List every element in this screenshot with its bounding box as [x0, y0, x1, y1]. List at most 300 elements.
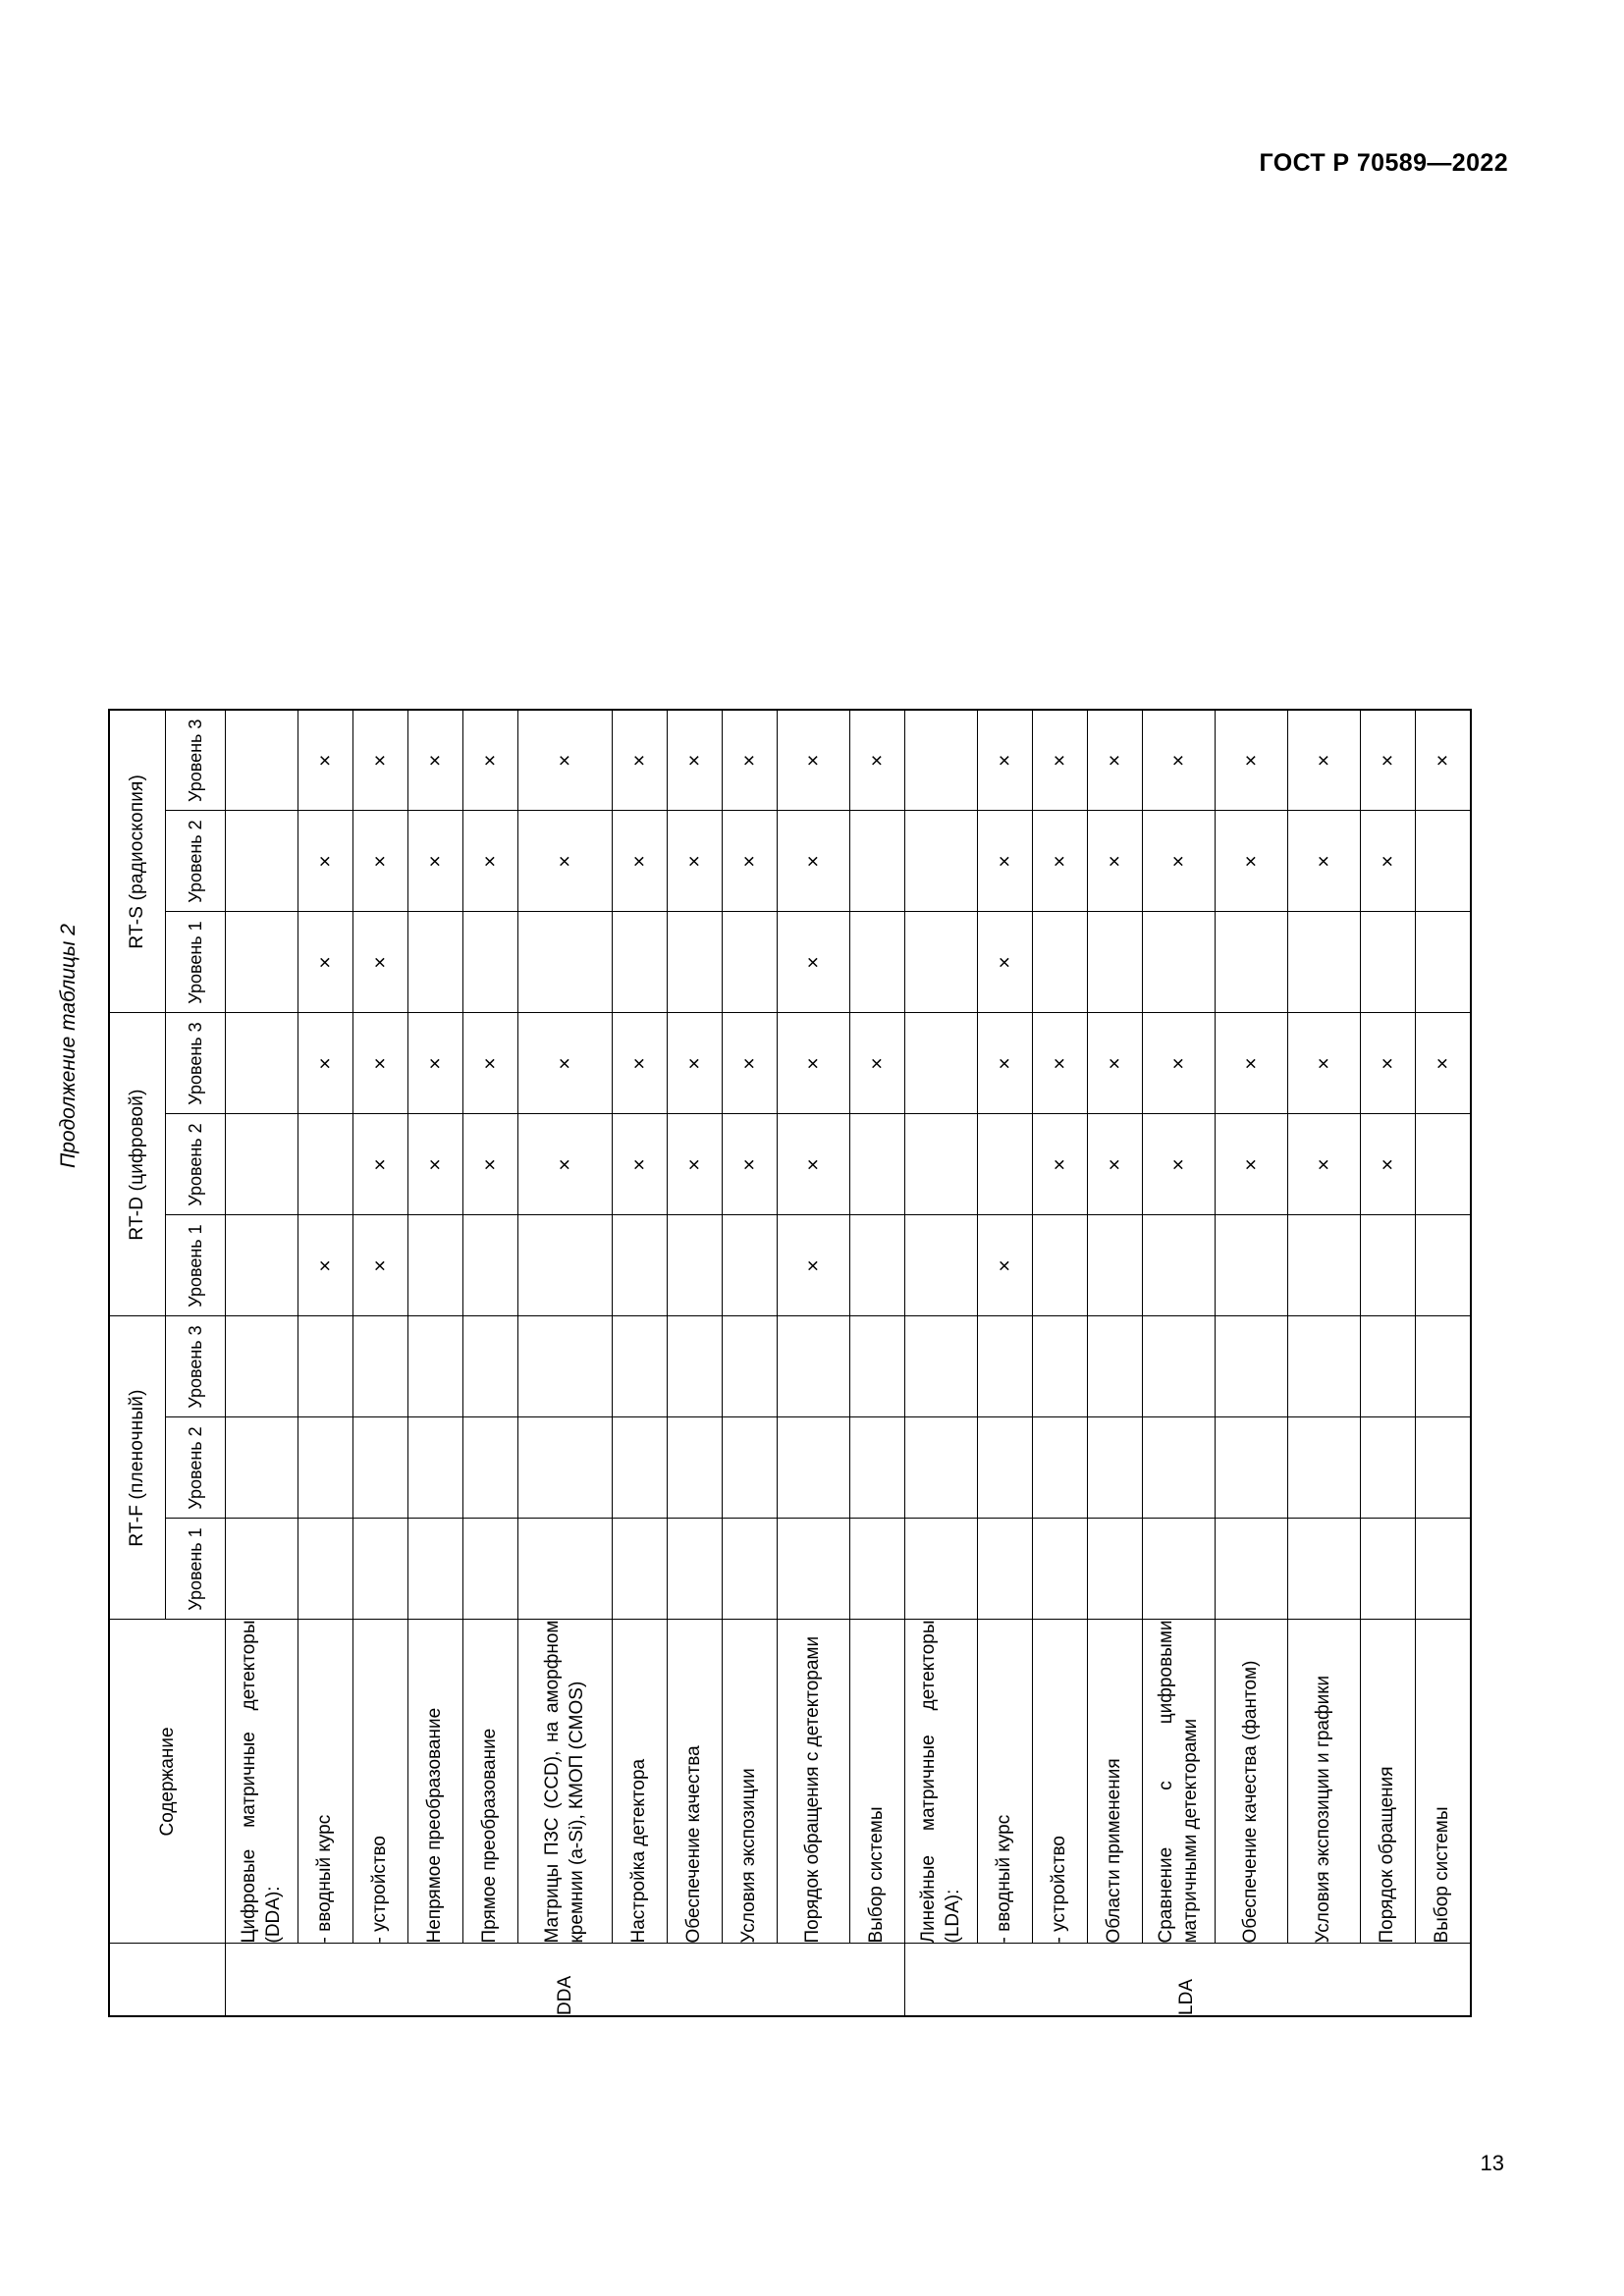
mark-cell [723, 912, 778, 1013]
mark-cell [850, 1114, 905, 1215]
mark-cell [226, 1417, 298, 1519]
mark-cell [1088, 1114, 1143, 1215]
mark-cell [850, 912, 905, 1013]
table-row [518, 710, 613, 2016]
check-mark-icon: × [369, 1057, 392, 1070]
mark-cell [353, 1417, 408, 1519]
check-mark-icon: × [1313, 855, 1335, 868]
table-row [1143, 710, 1216, 2016]
content-cell: Порядок обращения [1361, 1620, 1416, 1944]
mark-cell [723, 811, 778, 912]
mark-cell [408, 912, 463, 1013]
mark-cell [978, 811, 1033, 912]
table-row [226, 710, 298, 2016]
check-mark-icon: × [1313, 1057, 1335, 1070]
content-cell: Выбор системы [850, 1620, 905, 1944]
check-mark-icon: × [683, 855, 706, 868]
mark-cell [463, 1013, 518, 1114]
mark-cell [850, 1519, 905, 1620]
mark-cell [1416, 1316, 1471, 1417]
mark-cell [353, 1114, 408, 1215]
mark-cell [1033, 1114, 1088, 1215]
mark-cell [1033, 710, 1088, 811]
check-mark-icon: × [1167, 1057, 1190, 1070]
mark-cell [463, 912, 518, 1013]
mark-cell [905, 1417, 978, 1519]
mark-cell [1361, 1114, 1416, 1215]
mark-cell [978, 912, 1033, 1013]
mark-cell [905, 1013, 978, 1114]
mark-cell [353, 912, 408, 1013]
group-header-rt-d: RT-D (цифровой) [109, 1013, 166, 1316]
mark-cell [723, 1417, 778, 1519]
check-mark-icon: × [1167, 855, 1190, 868]
check-mark-icon: × [314, 855, 337, 868]
check-mark-icon: × [479, 855, 502, 868]
check-mark-icon: × [479, 1057, 502, 1070]
mark-cell [850, 1215, 905, 1316]
mark-cell [226, 1013, 298, 1114]
check-mark-icon: × [683, 754, 706, 767]
mark-cell [408, 1114, 463, 1215]
table-head [109, 710, 226, 2016]
mark-cell [1288, 1114, 1361, 1215]
section-code-cell: DDA [226, 1944, 905, 2016]
check-mark-icon: × [1377, 1057, 1399, 1070]
mark-cell [1216, 1114, 1288, 1215]
mark-cell [850, 710, 905, 811]
check-mark-icon: × [802, 1057, 825, 1070]
mark-cell [778, 811, 850, 912]
mark-cell [1288, 1417, 1361, 1519]
mark-cell [408, 710, 463, 811]
page-number: 13 [1480, 2151, 1504, 2175]
mark-cell [226, 1114, 298, 1215]
mark-cell [668, 1417, 723, 1519]
content-cell: Линейные матричные детекторы (LDA): [905, 1620, 978, 1944]
mark-cell [1416, 1215, 1471, 1316]
check-mark-icon: × [802, 1259, 825, 1272]
mark-cell [1361, 1013, 1416, 1114]
mark-cell [905, 1114, 978, 1215]
mark-cell [723, 1316, 778, 1417]
mark-cell [353, 1316, 408, 1417]
mark-cell [408, 1013, 463, 1114]
table-row [723, 710, 778, 2016]
check-mark-icon: × [1049, 1057, 1071, 1070]
mark-cell [353, 1215, 408, 1316]
mark-cell [1088, 1519, 1143, 1620]
mark-cell [226, 811, 298, 912]
mark-cell [1143, 1013, 1216, 1114]
mark-cell [1033, 1519, 1088, 1620]
check-mark-icon: × [554, 855, 576, 868]
mark-cell [1288, 1215, 1361, 1316]
mark-cell [613, 710, 668, 811]
table-row [613, 710, 668, 2016]
content-cell: - устройство [353, 1620, 408, 1944]
mark-cell [778, 1519, 850, 1620]
check-mark-icon: × [683, 1158, 706, 1171]
check-mark-icon: × [424, 855, 447, 868]
table-row [298, 710, 353, 2016]
standard-table [108, 709, 1472, 2017]
mark-cell [668, 811, 723, 912]
check-mark-icon: × [738, 754, 761, 767]
table-row [1361, 710, 1416, 2016]
mark-cell [353, 1519, 408, 1620]
check-mark-icon: × [738, 855, 761, 868]
page-header-standard-number: ГОСТ Р 70589—2022 [1259, 149, 1508, 177]
mark-cell [226, 1316, 298, 1417]
mark-cell [613, 1114, 668, 1215]
table-body [226, 710, 1471, 2016]
content-cell: Сравнение с цифровыми матричными детекторами [1143, 1620, 1216, 1944]
content-cell: Обеспечение качества [668, 1620, 723, 1944]
check-mark-icon: × [314, 1259, 337, 1272]
mark-cell [518, 1417, 613, 1519]
mark-cell [778, 1417, 850, 1519]
mark-cell [613, 1316, 668, 1417]
table-row [1416, 710, 1471, 2016]
mark-cell [778, 1114, 850, 1215]
mark-cell [613, 1013, 668, 1114]
level-header-rts-1: Уровень 1 [166, 912, 226, 1013]
level-header-rtd-3: Уровень 3 [166, 1013, 226, 1114]
mark-cell [723, 710, 778, 811]
check-mark-icon: × [1431, 1057, 1454, 1070]
check-mark-icon: × [1240, 1158, 1263, 1171]
mark-cell [1288, 1519, 1361, 1620]
mark-cell [668, 710, 723, 811]
mark-cell [850, 1013, 905, 1114]
check-mark-icon: × [994, 956, 1016, 969]
check-mark-icon: × [628, 1057, 651, 1070]
table-row [978, 710, 1033, 2016]
mark-cell [1288, 912, 1361, 1013]
level-header-rtd-1: Уровень 1 [166, 1215, 226, 1316]
mark-cell [298, 1013, 353, 1114]
mark-cell [723, 1114, 778, 1215]
mark-cell [298, 710, 353, 811]
content-cell: Порядок обращения с детекторами [778, 1620, 850, 1944]
mark-cell [1088, 710, 1143, 811]
check-mark-icon: × [369, 754, 392, 767]
check-mark-icon: × [1049, 855, 1071, 868]
check-mark-icon: × [1049, 754, 1071, 767]
table-row [1088, 710, 1143, 2016]
check-mark-icon: × [1313, 754, 1335, 767]
mark-cell [905, 710, 978, 811]
mark-cell [978, 1519, 1033, 1620]
check-mark-icon: × [1104, 754, 1126, 767]
content-cell: Прямое преобразование [463, 1620, 518, 1944]
check-mark-icon: × [1377, 855, 1399, 868]
level-header-rtd-2: Уровень 2 [166, 1114, 226, 1215]
mark-cell [353, 1013, 408, 1114]
mark-cell [668, 1519, 723, 1620]
mark-cell [1143, 1316, 1216, 1417]
mark-cell [668, 912, 723, 1013]
mark-cell [1288, 811, 1361, 912]
mark-cell [1088, 1316, 1143, 1417]
content-cell: - вводный курс [298, 1620, 353, 1944]
content-cell: Цифровые матричные детекторы (DDA): [226, 1620, 298, 1944]
mark-cell [850, 1316, 905, 1417]
mark-cell [463, 1417, 518, 1519]
mark-cell [518, 912, 613, 1013]
group-header-rt-f: RT-F (пленочный) [109, 1316, 166, 1620]
mark-cell [463, 710, 518, 811]
level-header-rts-2: Уровень 2 [166, 811, 226, 912]
mark-cell [298, 1215, 353, 1316]
mark-cell [1416, 811, 1471, 912]
mark-cell [1361, 1215, 1416, 1316]
mark-cell [1361, 1417, 1416, 1519]
mark-cell [1416, 1013, 1471, 1114]
check-mark-icon: × [683, 1057, 706, 1070]
mark-cell [1416, 710, 1471, 811]
mark-cell [905, 1519, 978, 1620]
mark-cell [978, 1316, 1033, 1417]
table-row [463, 710, 518, 2016]
mark-cell [518, 1114, 613, 1215]
check-mark-icon: × [802, 956, 825, 969]
mark-cell [778, 710, 850, 811]
mark-cell [463, 1519, 518, 1620]
mark-cell [1361, 1519, 1416, 1620]
mark-cell [1033, 1417, 1088, 1519]
mark-cell [408, 1417, 463, 1519]
mark-cell [778, 1013, 850, 1114]
table-row [1216, 710, 1288, 2016]
mark-cell [1143, 1417, 1216, 1519]
check-mark-icon: × [554, 754, 576, 767]
mark-cell [463, 811, 518, 912]
check-mark-icon: × [424, 1057, 447, 1070]
rotated-table-wrapper [108, 709, 1472, 2017]
mark-cell [408, 1215, 463, 1316]
mark-cell [1361, 912, 1416, 1013]
mark-cell [778, 1215, 850, 1316]
mark-cell [226, 710, 298, 811]
mark-cell [1361, 1316, 1416, 1417]
mark-cell [905, 811, 978, 912]
mark-cell [408, 811, 463, 912]
mark-cell [1361, 811, 1416, 912]
check-mark-icon: × [866, 1057, 889, 1070]
mark-cell [463, 1215, 518, 1316]
mark-cell [905, 1215, 978, 1316]
table-row [850, 710, 905, 2016]
check-mark-icon: × [424, 754, 447, 767]
check-mark-icon: × [628, 1158, 651, 1171]
mark-cell [518, 1013, 613, 1114]
mark-cell [518, 811, 613, 912]
section-code-cell: LDA [905, 1944, 1471, 2016]
mark-cell [850, 811, 905, 912]
mark-cell [1033, 912, 1088, 1013]
content-cell: Области применения [1088, 1620, 1143, 1944]
content-cell: Непрямое преобразование [408, 1620, 463, 1944]
table-row [668, 710, 723, 2016]
mark-cell [298, 811, 353, 912]
mark-cell [298, 1519, 353, 1620]
check-mark-icon: × [554, 1057, 576, 1070]
check-mark-icon: × [1167, 1158, 1190, 1171]
mark-cell [1288, 710, 1361, 811]
check-mark-icon: × [628, 855, 651, 868]
check-mark-icon: × [994, 1259, 1016, 1272]
check-mark-icon: × [1377, 754, 1399, 767]
mark-cell [850, 1417, 905, 1519]
check-mark-icon: × [994, 855, 1016, 868]
mark-cell [1143, 1215, 1216, 1316]
check-mark-icon: × [738, 1057, 761, 1070]
mark-cell [518, 1316, 613, 1417]
check-mark-icon: × [369, 855, 392, 868]
mark-cell [463, 1316, 518, 1417]
mark-cell [723, 1519, 778, 1620]
content-cell: Условия экспозиции [723, 1620, 778, 1944]
mark-cell [1416, 912, 1471, 1013]
content-cell: - вводный курс [978, 1620, 1033, 1944]
mark-cell [613, 811, 668, 912]
mark-cell [1143, 1114, 1216, 1215]
table-caption: Продолжение таблицы 2 [57, 924, 80, 1168]
mark-cell [978, 1114, 1033, 1215]
mark-cell [723, 1013, 778, 1114]
table-row [408, 710, 463, 2016]
check-mark-icon: × [1167, 754, 1190, 767]
check-mark-icon: × [554, 1158, 576, 1171]
check-mark-icon: × [802, 855, 825, 868]
mark-cell [613, 1519, 668, 1620]
mark-cell [226, 1519, 298, 1620]
mark-cell [463, 1114, 518, 1215]
table-head-group-row [109, 710, 166, 2016]
check-mark-icon: × [369, 1158, 392, 1171]
mark-cell [723, 1215, 778, 1316]
mark-cell [1216, 1417, 1288, 1519]
check-mark-icon: × [994, 754, 1016, 767]
check-mark-icon: × [1049, 1158, 1071, 1171]
mark-cell [668, 1215, 723, 1316]
mark-cell [353, 811, 408, 912]
mark-cell [778, 912, 850, 1013]
mark-cell [1216, 1519, 1288, 1620]
mark-cell [353, 710, 408, 811]
mark-cell [978, 1417, 1033, 1519]
mark-cell [1143, 1519, 1216, 1620]
mark-cell [1088, 1417, 1143, 1519]
mark-cell [1361, 710, 1416, 811]
mark-cell [1143, 912, 1216, 1013]
mark-cell [1033, 811, 1088, 912]
mark-cell [1416, 1519, 1471, 1620]
check-mark-icon: × [1104, 1057, 1126, 1070]
mark-cell [408, 1519, 463, 1620]
mark-cell [1216, 811, 1288, 912]
mark-cell [1216, 710, 1288, 811]
check-mark-icon: × [802, 1158, 825, 1171]
table-row [1288, 710, 1361, 2016]
check-mark-icon: × [1313, 1158, 1335, 1171]
check-mark-icon: × [1104, 855, 1126, 868]
table-row [905, 710, 978, 2016]
mark-cell [778, 1316, 850, 1417]
group-header-rt-s: RT-S (радиоскопия) [109, 710, 166, 1013]
table-row [353, 710, 408, 2016]
check-mark-icon: × [1104, 1158, 1126, 1171]
level-header-rtf-2: Уровень 2 [166, 1417, 226, 1519]
mark-cell [1416, 1114, 1471, 1215]
mark-cell [1033, 1316, 1088, 1417]
mark-cell [613, 1215, 668, 1316]
mark-cell [1088, 1215, 1143, 1316]
content-cell: Матрицы ПЗС (CCD), на аморфном кремнии (a-Si), КМОП (CMOS) [518, 1620, 613, 1944]
content-cell: Настройка детектора [613, 1620, 668, 1944]
check-mark-icon: × [479, 1158, 502, 1171]
mark-cell [1088, 811, 1143, 912]
mark-cell [905, 1316, 978, 1417]
check-mark-icon: × [628, 754, 651, 767]
check-mark-icon: × [314, 1057, 337, 1070]
mark-cell [298, 1114, 353, 1215]
level-header-rts-3: Уровень 3 [166, 710, 226, 811]
check-mark-icon: × [424, 1158, 447, 1171]
check-mark-icon: × [866, 754, 889, 767]
level-header-rtf-1: Уровень 1 [166, 1519, 226, 1620]
mark-cell [1416, 1417, 1471, 1519]
content-cell: Выбор системы [1416, 1620, 1471, 1944]
section-code-header [109, 1944, 226, 2016]
check-mark-icon: × [369, 956, 392, 969]
mark-cell [1216, 1013, 1288, 1114]
mark-cell [1288, 1316, 1361, 1417]
level-header-rtf-3: Уровень 3 [166, 1316, 226, 1417]
mark-cell [1216, 1316, 1288, 1417]
mark-cell [905, 912, 978, 1013]
content-cell: Условия экспозиции и графики [1288, 1620, 1361, 1944]
content-cell: - устройство [1033, 1620, 1088, 1944]
mark-cell [226, 912, 298, 1013]
mark-cell [1088, 1013, 1143, 1114]
check-mark-icon: × [314, 956, 337, 969]
table-row [1033, 710, 1088, 2016]
mark-cell [978, 710, 1033, 811]
check-mark-icon: × [1240, 855, 1263, 868]
mark-cell [518, 1519, 613, 1620]
mark-cell [298, 1316, 353, 1417]
mark-cell [613, 1417, 668, 1519]
mark-cell [1143, 710, 1216, 811]
mark-cell [1216, 912, 1288, 1013]
content-cell: Обеспечение качества (фантом) [1216, 1620, 1288, 1944]
mark-cell [518, 1215, 613, 1316]
mark-cell [408, 1316, 463, 1417]
check-mark-icon: × [1377, 1158, 1399, 1171]
mark-cell [1033, 1013, 1088, 1114]
mark-cell [1088, 912, 1143, 1013]
mark-cell [1033, 1215, 1088, 1316]
check-mark-icon: × [1431, 754, 1454, 767]
check-mark-icon: × [802, 754, 825, 767]
mark-cell [226, 1215, 298, 1316]
mark-cell [978, 1215, 1033, 1316]
content-column-header: Содержание [109, 1620, 226, 1944]
check-mark-icon: × [314, 754, 337, 767]
